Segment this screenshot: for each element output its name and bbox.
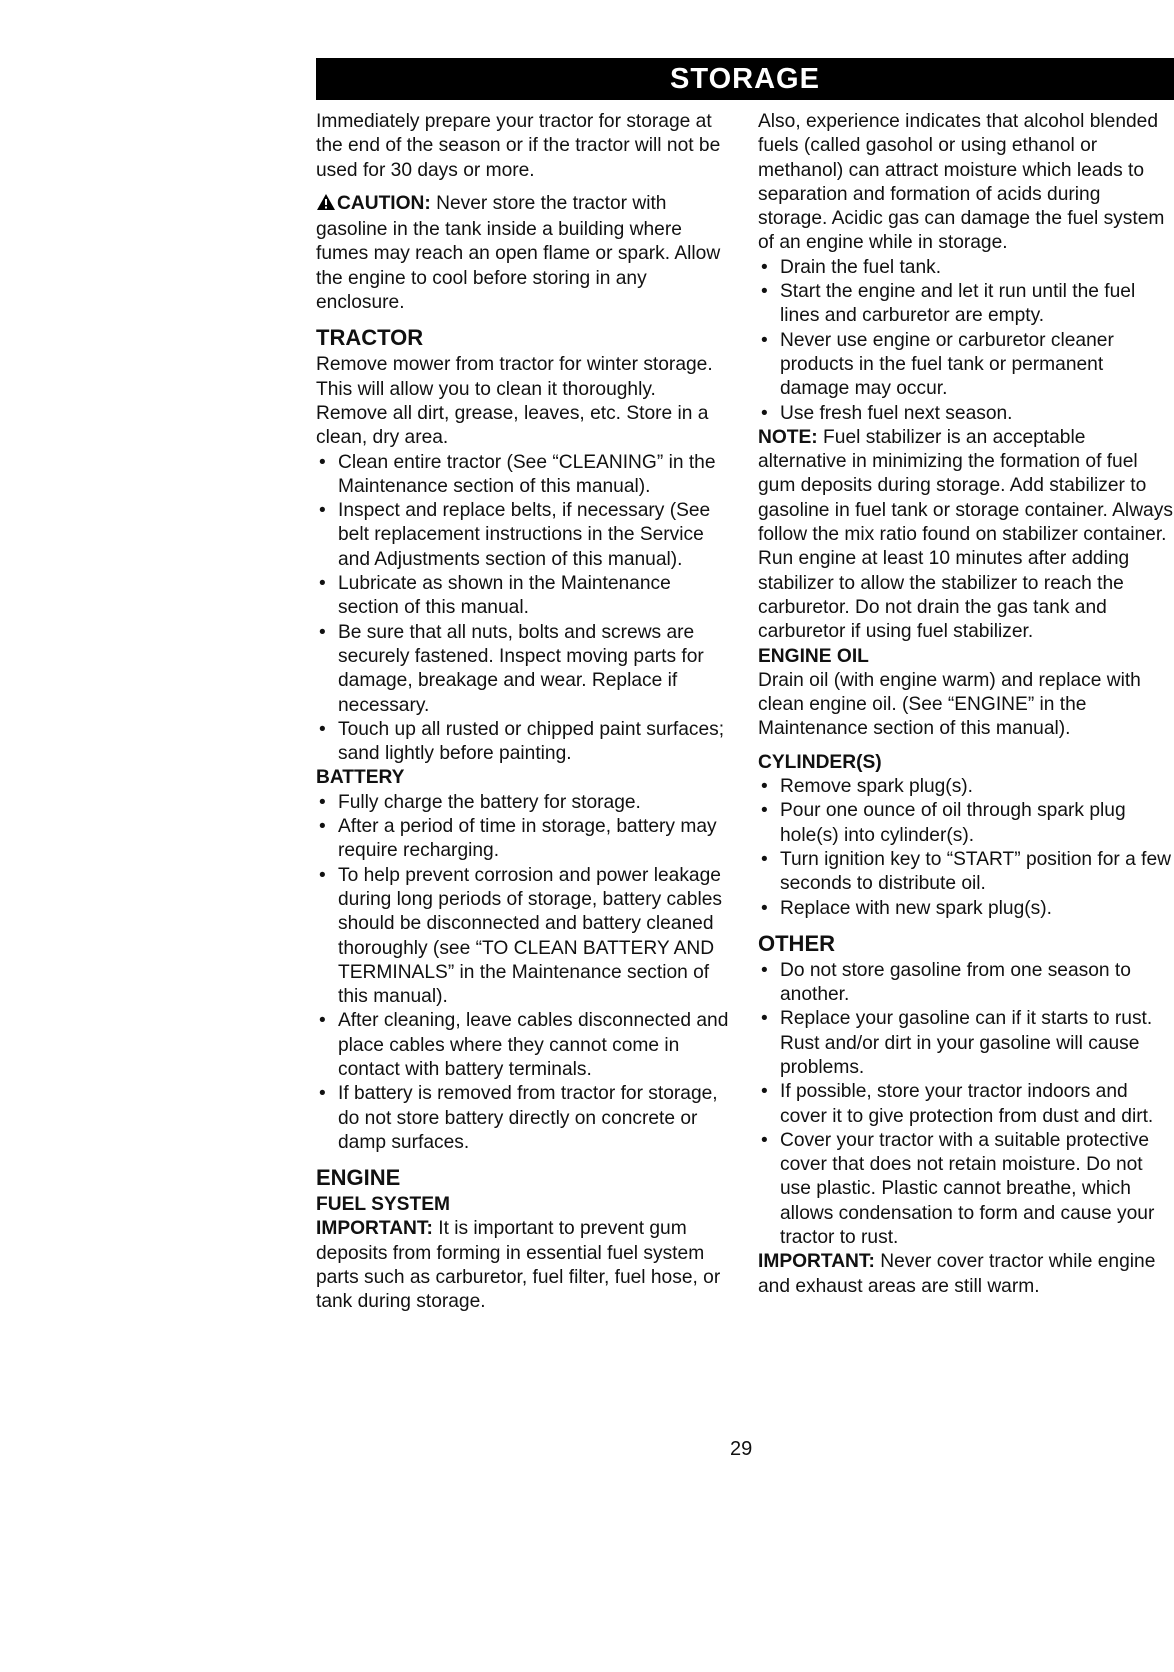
important-paragraph [316, 1217, 732, 1314]
other-heading: OTHER [758, 930, 835, 956]
important-text: It is important to prevent gum deposits from forming in essential fuel system parts such as carburetor, fuel filter, fuel hose, or tank during storage. [316, 1218, 721, 1313]
bullet-icon: • [319, 1010, 326, 1032]
list-item: • If battery is removed from tractor for storage, do not store battery directly on concrete or damp surfaces. [319, 1083, 718, 1153]
page-number: 29 [730, 1438, 753, 1460]
important-label: IMPORTANT: [316, 1218, 433, 1240]
list-item: • Remove spark plug(s). [758, 775, 1174, 799]
important-text: Never cover tractor while engine and exhaust areas are still warm. [758, 1251, 1156, 1297]
bullet-icon: • [761, 776, 768, 798]
list-item: • Replace with new spark plug(s). [758, 897, 1174, 921]
fuel-list [758, 256, 1174, 426]
bullet-icon: • [319, 1083, 326, 1105]
engine-oil-paragraph: Drain oil (with engine warm) and replace with clean engine oil. (See “ENGINE” in the Maintenance section of this manual). [758, 669, 1141, 740]
list-item: • Turn ignition key to “START” position for a few seconds to distribute oil. [761, 848, 1172, 895]
bullet-icon: • [761, 959, 768, 981]
engine-oil-heading: ENGINE OIL [758, 645, 869, 667]
list-item: • Never use engine or carburetor cleaner products in the fuel tank or permanent damage may occur. [761, 329, 1114, 400]
bullet-icon: • [761, 402, 768, 424]
bullet-icon: • [319, 573, 326, 595]
bullet-icon: • [761, 329, 768, 351]
engine-heading: ENGINE [316, 1165, 401, 1191]
right-column [758, 110, 1174, 1299]
important-paragraph [758, 1250, 1174, 1299]
bullet-icon: • [761, 1129, 768, 1151]
list-item: • Start the engine and let it run until the fuel lines and carburetor are empty. [761, 281, 1136, 327]
bullet-icon: • [319, 500, 326, 522]
warning-triangle-icon [316, 193, 336, 218]
caution-text: Never store the tractor with gasoline in the tank inside a building where fumes may reach an open flame or spark. Allow the engine to cool before storing in any enclosure. [316, 192, 721, 314]
list-item: • Replace your gasoline can if it starts to rust. Rust and/or dirt in your gasoline will cause problems. [761, 1008, 1153, 1078]
list-item: • Fully charge the battery for storage. [316, 791, 732, 815]
bullet-icon: • [761, 1008, 768, 1030]
battery-list [316, 791, 732, 1155]
bullet-icon: • [319, 718, 326, 740]
bullet-icon: • [761, 848, 768, 870]
list-item: • If possible, store your tractor indoors and cover it to give protection from dust and dirt. [761, 1081, 1154, 1127]
list-item: • Cover your tractor with a suitable protective cover that does not retain moisture. Do not use plastic. Plastic cannot breathe, which allows condensation to form and cause your tractor to rust. [761, 1129, 1155, 1249]
cylinders-heading: CYLINDER(S) [758, 751, 882, 773]
list-item: • Inspect and replace belts, if necessary (See belt replacement instructions in the Service and Adjustments section of this manual). [319, 500, 711, 570]
tractor-intro: Remove mower from tractor for winter storage. This will allow you to clean it thoroughly. Remove all dirt, grease, leaves, etc. Store in a clean, dry area. [316, 354, 713, 449]
list-item: • To help prevent corrosion and power leakage during long periods of storage, battery cables should be disconnected and battery cleaned thoroughly (see “TO CLEAN BATTERY AND TERMINALS” in the Maintenance section of this manual). [319, 864, 722, 1008]
bullet-icon: • [761, 281, 768, 303]
list-item: • Lubricate as shown in the Maintenance section of this manual. [319, 573, 671, 619]
cylinders-list [758, 775, 1174, 921]
list-item: • Touch up all rusted or chipped paint surfaces; sand lightly before painting. [319, 718, 725, 765]
bullet-icon: • [761, 897, 768, 919]
left-column [316, 110, 732, 1315]
tractor-list [316, 451, 732, 767]
alcohol-paragraph: Also, experience indicates that alcohol blended fuels (called gasohol or using ethanol or methanol) can attract moisture which leads to separation and formation of acids during storage. Acidic gas can damage the fuel system of an engine while in storage. [758, 111, 1165, 254]
note-text: Fuel stabilizer is an acceptable alternative in minimizing the formation of fuel gum deposits during storage. Add stabilizer to gasoline in fuel tank or storage container. Always follow the mix ratio found on stabilizer container. Run engine at least 10 minutes after adding stabilizer to allow the stabilizer to reach the carburetor. Do not drain the gas tank and carburetor if using fuel stabilizer. [758, 426, 1173, 643]
bullet-icon: • [319, 816, 326, 838]
list-item: • Do not store gasoline from one season to another. [761, 959, 1131, 1006]
list-item: • After a period of time in storage, battery may require recharging. [319, 816, 717, 862]
list-item: • Drain the fuel tank. [758, 256, 1174, 280]
other-list [758, 959, 1174, 1251]
caution-paragraph [316, 192, 732, 315]
bullet-icon: • [319, 451, 326, 473]
note-label: NOTE: [758, 426, 818, 448]
bullet-icon: • [319, 864, 326, 886]
bullet-icon: • [319, 621, 326, 643]
intro-paragraph: Immediately prepare your tractor for storage at the end of the season or if the tractor will not be used for 30 days or more. [316, 111, 721, 181]
list-item: • Pour one ounce of oil through spark plug hole(s) into cylinder(s). [761, 800, 1126, 846]
list-item: • After cleaning, leave cables disconnected and place cables where they cannot come in contact with battery terminals. [319, 1010, 729, 1080]
note-paragraph [758, 426, 1174, 645]
list-item: • Use fresh fuel next season. [758, 402, 1174, 426]
bullet-icon: • [761, 800, 768, 822]
bullet-icon: • [319, 791, 326, 813]
tractor-heading: TRACTOR [316, 325, 424, 351]
list-item: • Be sure that all nuts, bolts and screws are securely fastened. Inspect moving parts for damage, breakage and wear. Replace if necessary. [319, 621, 704, 716]
caution-label: CAUTION: [337, 192, 431, 214]
page-title: STORAGE [316, 58, 1174, 100]
important-label: IMPORTANT: [758, 1251, 875, 1273]
fuel-system-heading: FUEL SYSTEM [316, 1194, 450, 1216]
battery-heading: BATTERY [316, 767, 405, 789]
bullet-icon: • [761, 1081, 768, 1103]
list-item: • Clean entire tractor (See “CLEANING” in the Maintenance section of this manual). [319, 451, 716, 497]
bullet-icon: • [761, 256, 768, 278]
